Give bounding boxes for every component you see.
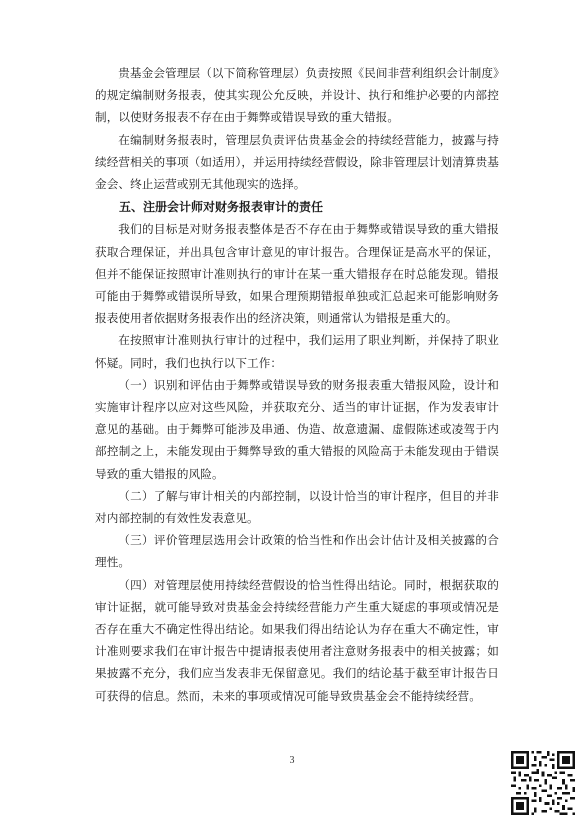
qr-code-icon [511,751,575,815]
page-body [95,62,499,707]
paragraph-item-4: （四）对管理层使用持续经营假设的恰当性得出结论。同时，根据获取的审计证据，就可能导致对贵基金会持续经营能力产生重大疑虑的事项或情况是否存在重大不确定性得出结论。如果我们得出结论认为存在重大不确定性，审计准则要求我们在审计报告中提请报表使用者注意财务报表中的相关披露；如果披露不充分，我们应当发表非无保留意见。我们的结论基于截至审计报告日可获得的信息。然而，未来的事项或情况可能导致贵基金会不能持续经营。 [95,577,499,703]
paragraph-item-3: （三）评价管理层选用会计政策的恰当性和作出会计估计及相关披露的合理性。 [95,533,499,570]
paragraph-going-concern-assessment: 在编制财务报表时，管理层负责评估贵基金会的持续经营能力，披露与持续经营相关的事项（如适用），并运用持续经营假设，除非管理层计划清算贵基金会、终止运营或别无其他现实的选择。 [95,132,499,192]
paragraph-professional-judgment: 在按照审计准则执行审计的过程中，我们运用了职业判断，并保持了职业怀疑。同时，我们也执行以下工作： [95,333,499,370]
paragraph-item-2: （二）了解与审计相关的内部控制，以设计恰当的审计程序，但目的并非对内部控制的有效性发表意见。 [95,488,499,526]
section-heading: 五、注册会计师对财务报表审计的责任 [119,200,324,215]
paragraph-audit-objective: 我们的目标是对财务报表整体是否不存在由于舞弊或错误导致的重大错报获取合理保证，并出具包含审计意见的审计报告。合理保证是高水平的保证，但并不能保证按照审计准则执行的审计在某一重大错报存在时总能发现。错报可能由于舞弊或错误所导致，如果合理预期错报单独或汇总起来可能影响财务报表使用者依据财务报表作出的经济决策，则通常认为错报是重大的。 [95,222,499,326]
paragraph-management-responsibility: 贵基金会管理层（以下简称管理层）负责按照《民间非营利组织会计制度》的规定编制财务报表，使其实现公允反映，并设计、执行和维护必要的内部控制，以使财务报表不存在由于舞弊或错误导致的重大错报。 [95,66,499,125]
paragraph-item-1: （一）识别和评估由于舞弊或错误导致的财务报表重大错报风险，设计和实施审计程序以应对这些风险，并获取充分、适当的审计证据，作为发表审计意见的基础。由于舞弊可能涉及串通、伪造、故意遗漏、虚假陈述或凌驾于内部控制之上，未能发现由于舞弊导致的重大错报的风险高于未能发现由于错误导致的重大错报的风险。 [95,377,499,481]
page-number: 3 [289,755,295,766]
